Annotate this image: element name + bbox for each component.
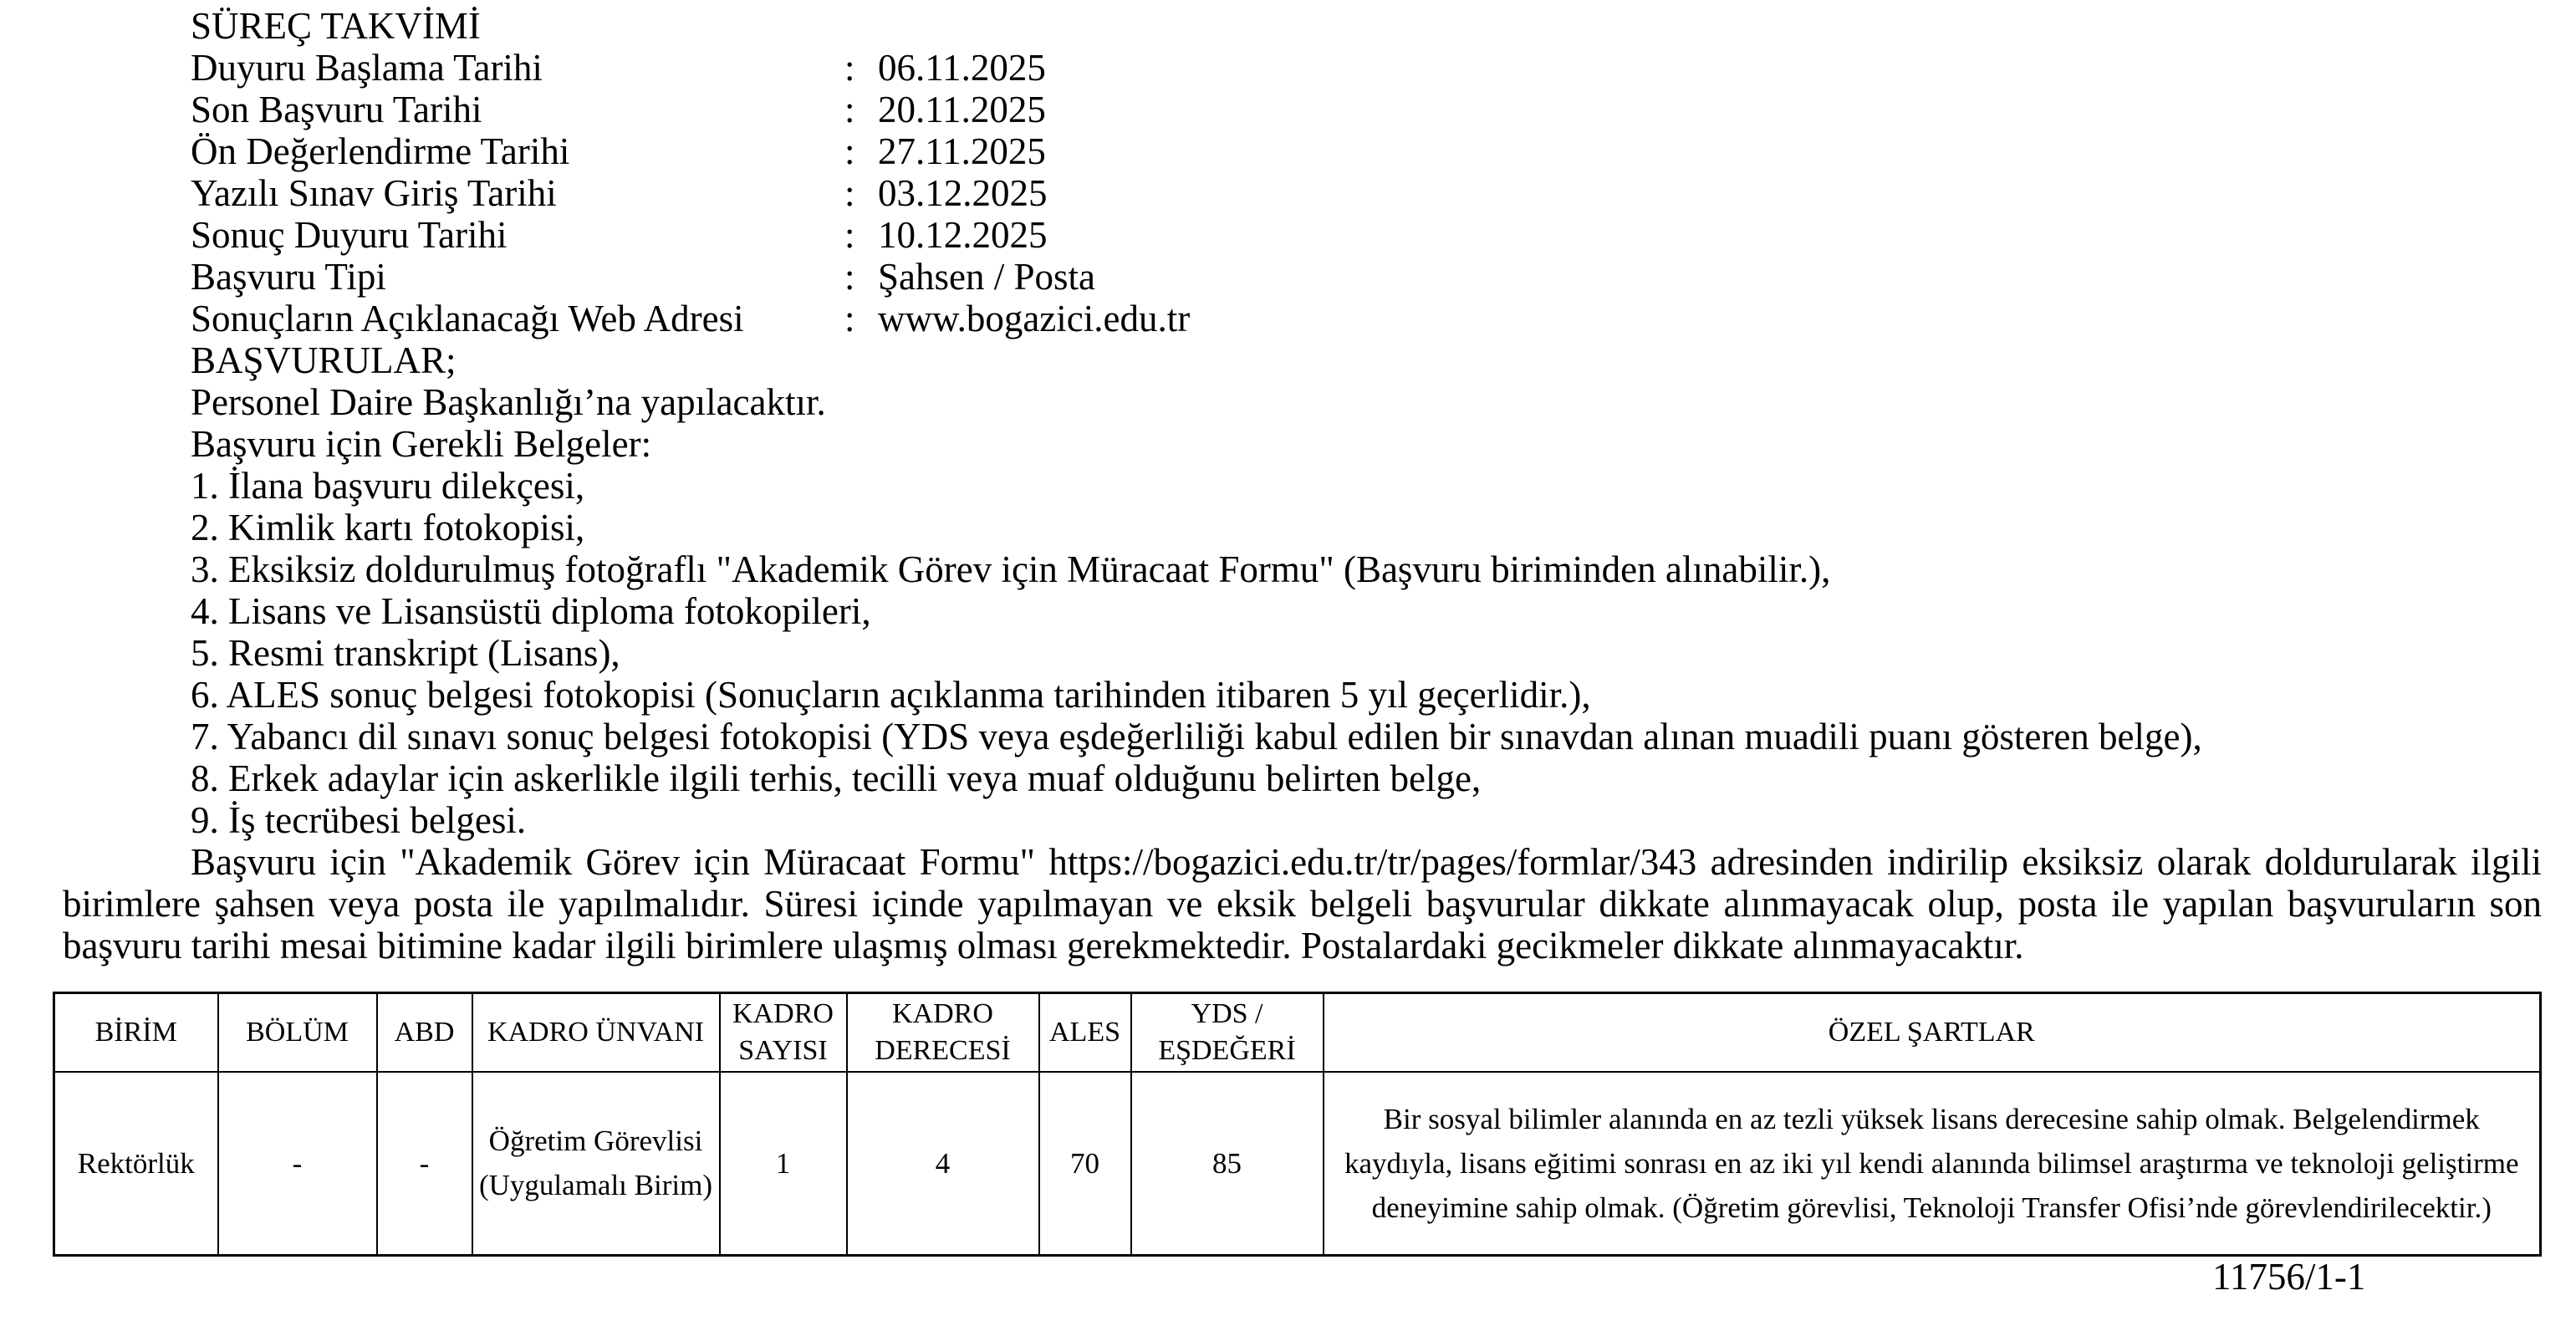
calendar-row <box>191 47 2576 89</box>
calendar-row-value: 27.11.2025 <box>878 130 1046 172</box>
calendar-row-label: Son Başvuru Tarihi <box>191 89 482 130</box>
column-header-abd: ABD <box>377 993 472 1073</box>
column-header-kadro-unvani: KADRO ÜNVANI <box>472 993 720 1073</box>
calendar-row <box>191 172 2576 214</box>
positions-table <box>53 992 2542 1257</box>
calendar-row-value: 03.12.2025 <box>878 172 1048 214</box>
calendar-row-value: 10.12.2025 <box>878 214 1048 256</box>
calendar-row-label: Başvuru Tipi <box>191 256 386 298</box>
document-list-item: 3. Eksiksiz doldurulmuş fotoğraflı "Akademik Görev için Müracaat Formu" (Başvuru biriminden alınabilir.), <box>191 548 1831 590</box>
cell-abd: - <box>377 1072 472 1255</box>
calendar-row-value: www.bogazici.edu.tr <box>878 298 1191 339</box>
calendar-row-label: Sonuçların Açıklanacağı Web Adresi <box>191 298 744 339</box>
cell-kadro-derecesi: 4 <box>847 1072 1039 1255</box>
document-list-item: 5. Resmi transkript (Lisans), <box>191 632 620 674</box>
calendar-row-label: Sonuç Duyuru Tarihi <box>191 214 508 256</box>
calendar-row-value: 20.11.2025 <box>878 89 1046 130</box>
required-documents-heading: Başvuru için Gerekli Belgeler: <box>191 423 652 465</box>
calendar-row-separator: : <box>844 172 855 214</box>
calendar-row <box>191 214 2576 256</box>
column-header-kadro-derecesi: KADRO DERECESİ <box>847 993 1039 1073</box>
cell-ozel-sartlar: Bir sosyal bilimler alanında en az tezli yüksek lisans derecesine sahip olmak. Belgelendirmek kaydıyla, lisans eğitimi sonrası en az iki yıl kendi alanında bilimsel araştırma ve teknoloji geliştirme deneyimine sahip olmak. (Öğretim görevlisi, Teknoloji Transfer Ofisi’nde görevlendirilecektir.) <box>1324 1072 2541 1255</box>
calendar-row-separator: : <box>844 130 855 172</box>
document-list-item: 8. Erkek adaylar için askerlikle ilgili terhis, tecilli veya muaf olduğunu belirten belge, <box>191 757 1482 799</box>
calendar-row-separator: : <box>844 298 855 339</box>
calendar-row-value: 06.11.2025 <box>878 47 1046 89</box>
table-header-row <box>54 993 2541 1073</box>
column-header-bolum: BÖLÜM <box>218 993 377 1073</box>
column-header-ales: ALES <box>1039 993 1131 1073</box>
column-header-yds-esdegeri: YDS / EŞDEĞERİ <box>1131 993 1324 1073</box>
column-header-ozel-sartlar: ÖZEL ŞARTLAR <box>1324 993 2541 1073</box>
calendar-row <box>191 89 2576 130</box>
document-list-item: 9. İş tecrübesi belgesi. <box>191 799 527 841</box>
cell-kadro-unvani: Öğretim Görevlisi (Uygulamalı Birim) <box>472 1072 720 1255</box>
calendar-row <box>191 130 2576 172</box>
cell-ales: 70 <box>1039 1072 1131 1255</box>
calendar-row-label: Ön Değerlendirme Tarihi <box>191 130 570 172</box>
process-calendar-title: SÜREÇ TAKVİMİ <box>191 5 481 47</box>
document-list-item: 1. İlana başvuru dilekçesi, <box>191 465 585 507</box>
calendar-row <box>191 256 2576 298</box>
column-header-birim: BİRİM <box>54 993 218 1073</box>
calendar-row-value: Şahsen / Posta <box>878 256 1096 298</box>
calendar-row-separator: : <box>844 89 855 130</box>
calendar-row-separator: : <box>844 47 855 89</box>
document-list-item: 7. Yabancı dil sınavı sonuç belgesi fotokopisi (YDS veya eşdeğerliliği kabul edilen bir sınavdan alınan muadili puanı gösteren belge), <box>191 716 2202 757</box>
cell-birim: Rektörlük <box>54 1072 218 1255</box>
calendar-row-separator: : <box>844 214 855 256</box>
calendar-row-separator: : <box>844 256 855 298</box>
table-row <box>54 1072 2541 1255</box>
calendar-row <box>191 298 2576 339</box>
cell-yds-esdegeri: 85 <box>1131 1072 1324 1255</box>
calendar-row-label: Yazılı Sınav Giriş Tarihi <box>191 172 557 214</box>
applications-recipient-line: Personel Daire Başkanlığı’na yapılacaktır. <box>191 381 826 423</box>
document-list-item: 6. ALES sonuç belgesi fotokopisi (Sonuçların açıklanma tarihinden itibaren 5 yıl geçerlidir.), <box>191 674 1591 716</box>
document-list-item: 2. Kimlik kartı fotokopisi, <box>191 507 585 548</box>
cell-kadro-sayisi: 1 <box>720 1072 847 1255</box>
applications-heading: BAŞVURULAR; <box>191 339 457 381</box>
announcement-reference-number: 11756/1-1 <box>2212 1256 2366 1298</box>
document-list-item: 4. Lisans ve Lisansüstü diploma fotokopileri, <box>191 590 871 632</box>
cell-bolum: - <box>218 1072 377 1255</box>
application-instructions-paragraph: Başvuru için "Akademik Görev için Müracaat Formu" https://bogazici.edu.tr/tr/pages/formlar/343 adresinden indirilip eksiksiz olarak doldurularak ilgili birimlere şahsen veya posta ile yapılmalıdır. Süresi içinde yapılmayan ve eksik belgeli başvurular dikkate alınmayacak olup, posta ile yapılan başvuruların son başvuru tarihi mesai bitimine kadar ilgili birimlere ulaşmış olması gerekmektedir. Postalardaki gecikmeler dikkate alınmayacaktır. <box>63 841 2542 966</box>
column-header-kadro-sayisi: KADRO SAYISI <box>720 993 847 1073</box>
calendar-row-label: Duyuru Başlama Tarihi <box>191 47 543 89</box>
